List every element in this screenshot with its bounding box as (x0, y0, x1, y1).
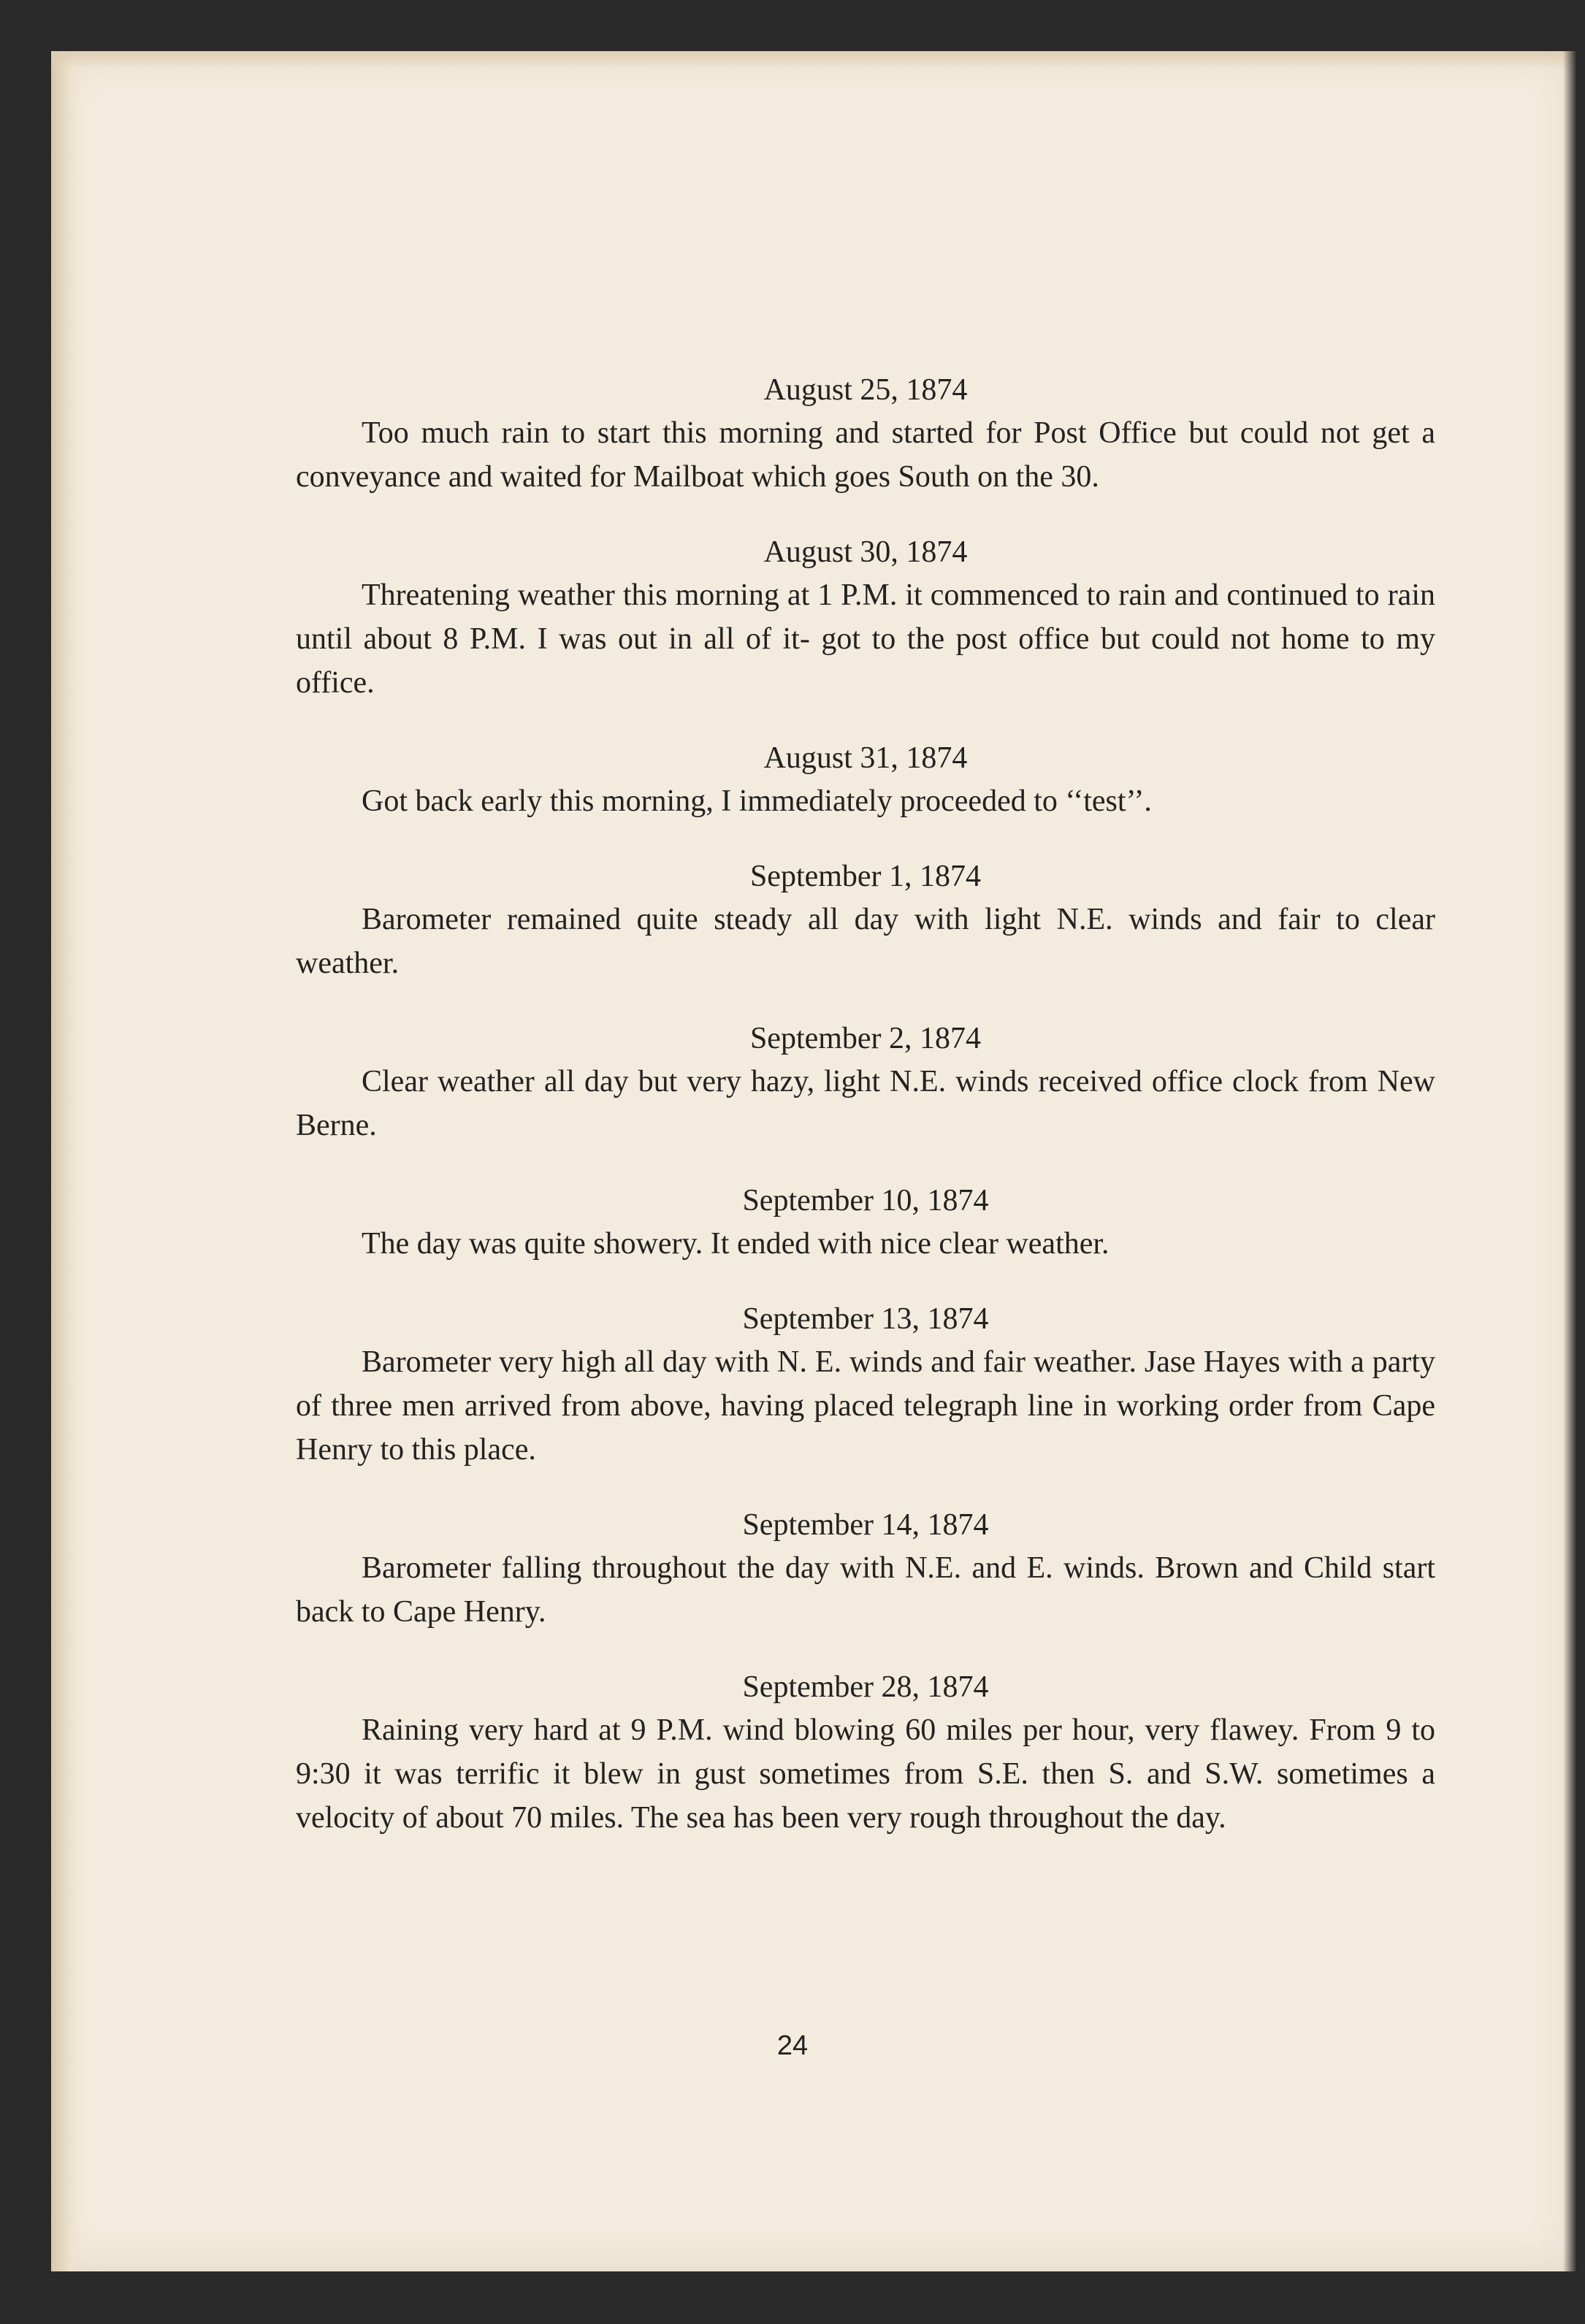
diary-text-block (296, 369, 1435, 1872)
page-number: 24 (776, 2030, 809, 2061)
entry-date: September 28, 1874 (742, 1670, 989, 1704)
diary-entry (296, 855, 1435, 985)
diary-entry (296, 1504, 1435, 1634)
entry-text: Barometer very high all day with N. E. winds and fair weather. Jase Hayes with a party of three men arrived from above, having placed telegraph line in working order from Cape Henry to this place. (296, 1345, 1435, 1467)
entry-date: September 2, 1874 (749, 1022, 982, 1055)
entry-date: August 30, 1874 (763, 535, 968, 569)
entry-date: September 10, 1874 (742, 1184, 989, 1218)
page-binding-edge (51, 51, 80, 2271)
entry-text: Got back early this morning, I immediately proceeded to ‘‘test’’. (362, 784, 1152, 818)
diary-entry (296, 1017, 1435, 1147)
entry-date: September 14, 1874 (742, 1508, 989, 1542)
entry-date: September 1, 1874 (749, 860, 982, 893)
diary-entry (296, 369, 1435, 499)
entry-text: Clear weather all day but very hazy, light N.E. winds received office clock from New Berne. (296, 1065, 1435, 1142)
entry-text: Threatening weather this morning at 1 P.M. it commenced to rain and continued to rain until about 8 P.M. I was out in all of it- got to the post office but could not home to my office. (296, 578, 1435, 700)
entry-date: September 13, 1874 (742, 1302, 989, 1336)
entry-date: August 31, 1874 (763, 741, 968, 775)
diary-entry (296, 737, 1435, 823)
entry-text: Barometer remained quite steady all day with light N.E. winds and fair to clear weather. (296, 903, 1435, 980)
page-right-edge (1563, 51, 1578, 2271)
entry-text: Barometer falling throughout the day with N.E. and E. winds. Brown and Child start back to Cape Henry. (296, 1551, 1435, 1629)
entry-text: The day was quite showery. It ended with nice clear weather. (362, 1227, 1110, 1261)
diary-entry (296, 1180, 1435, 1266)
entry-date: August 25, 1874 (763, 373, 968, 407)
entry-text: Raining very hard at 9 P.M. wind blowing 60 miles per hour, very flawey. From 9 to 9:30 it was terrific it blew in gust sometimes from S.E. then S. and S.W. sometimes a velocity of about 70 miles. The sea has been very rough throughout the day. (296, 1713, 1435, 1835)
diary-entry (296, 531, 1435, 705)
diary-entry (296, 1666, 1435, 1840)
entry-text: Too much rain to start this morning and started for Post Office but could not get a conveyance and waited for Mailboat which goes South on the 30. (296, 416, 1435, 494)
page-top-edge (51, 51, 1578, 69)
diary-entry (296, 1298, 1435, 1472)
